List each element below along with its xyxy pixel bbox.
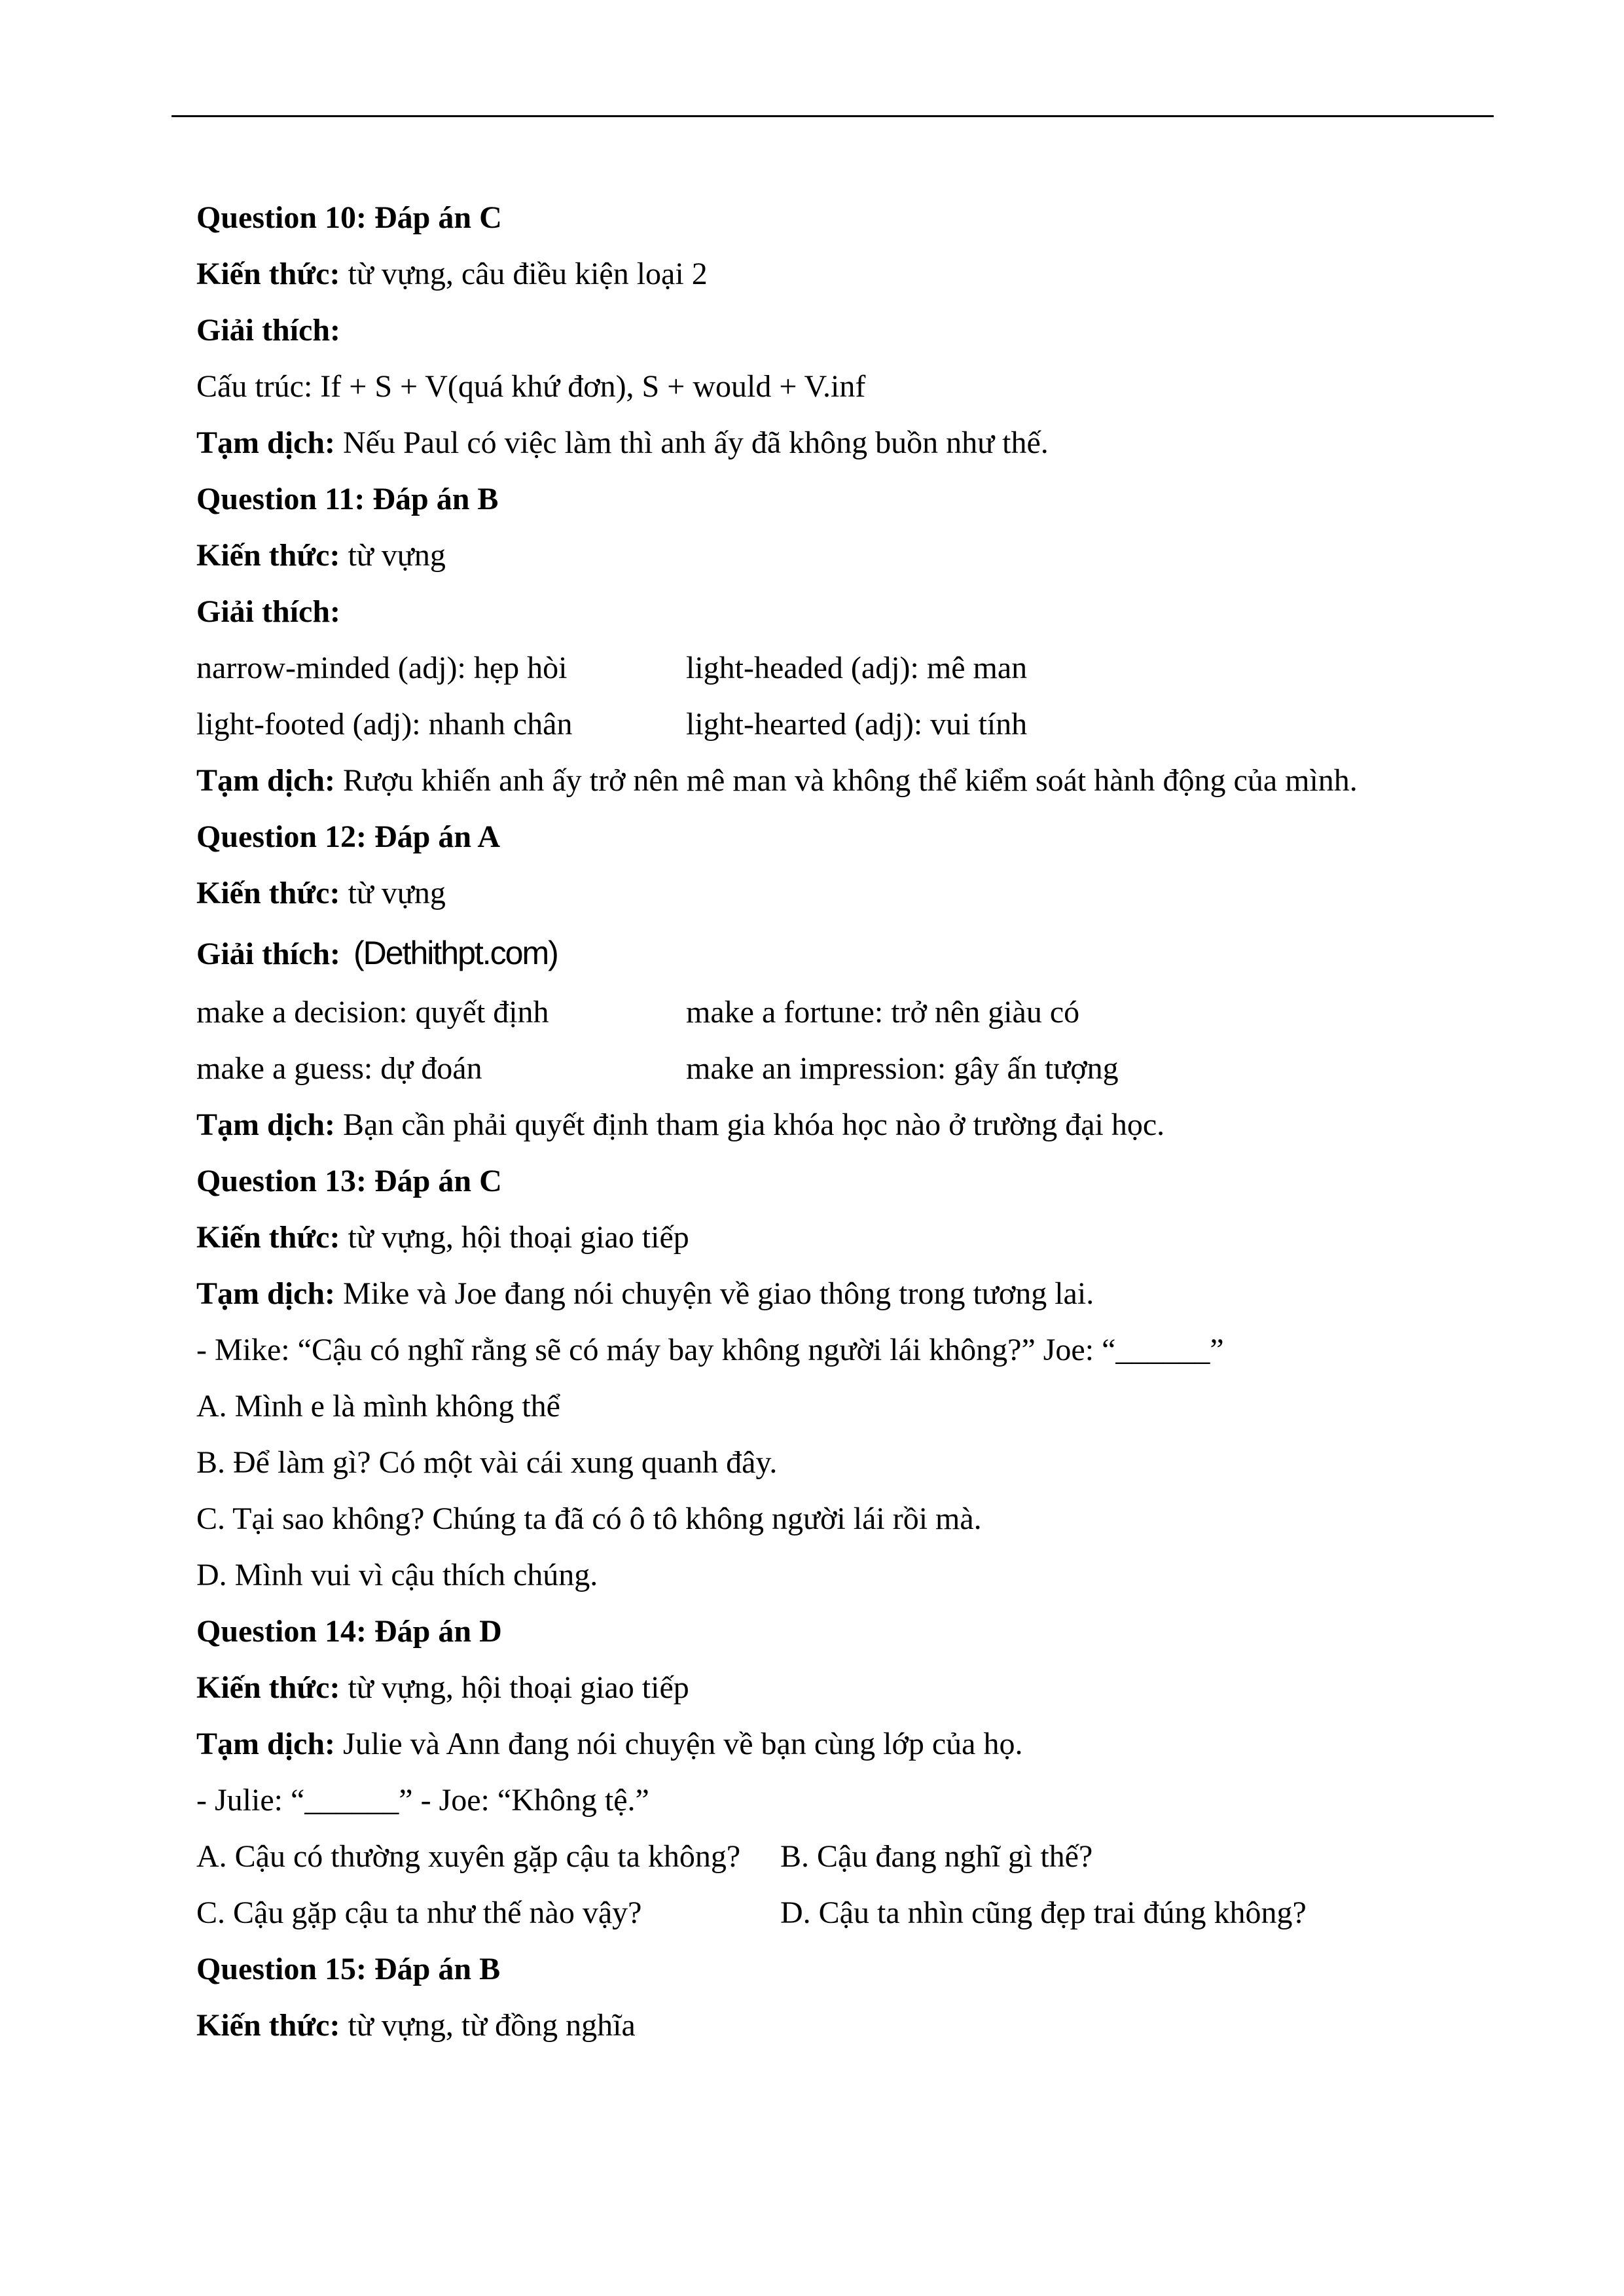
q11-options-row-1	[196, 640, 1479, 696]
q10-knowledge: Kiến thức: từ vựng, câu điều kiện loại 2	[196, 257, 708, 291]
q11-option: light-headed (adj): mê man	[686, 651, 1028, 685]
q13-knowledge: Kiến thức: từ vựng, hội thoại giao tiếp	[196, 1220, 689, 1255]
q13-dialog: - Mike: “Cậu có nghĩ rằng sẽ có máy bay không người lái không?” Joe: “______”	[196, 1333, 1224, 1367]
q10-structure: Cấu trúc: If + S + V(quá khứ đơn), S + would + V.inf	[196, 369, 866, 404]
q14-dialog: - Julie: “______” - Joe: “Không tệ.”	[196, 1783, 649, 1818]
q14-option: A. Cậu có thường xuyên gặp cậu ta không?	[196, 1839, 741, 1874]
q15-knowledge: Kiến thức: từ vựng, từ đồng nghĩa	[196, 2008, 636, 2043]
q14-option: B. Cậu đang nghĩ gì thế?	[780, 1839, 1093, 1874]
q11-explanation-label: Giải thích:	[196, 594, 341, 629]
q10-explanation-label: Giải thích:	[196, 313, 341, 348]
q11-option: narrow-minded (adj): hẹp hòi	[196, 651, 568, 685]
answer-key-content	[196, 190, 1479, 2054]
header-rule	[171, 115, 1494, 117]
q12-explanation-label: Giải thích: (Dethithpt.com)	[196, 935, 558, 971]
q15-title: Question 15: Đáp án B	[196, 1952, 501, 1986]
q12-knowledge: Kiến thức: từ vựng	[196, 876, 446, 910]
q13-option: B. Để làm gì? Có một vài cái xung quanh đây.	[196, 1445, 778, 1480]
q11-option: light-footed (adj): nhanh chân	[196, 707, 573, 742]
q12-option: make an impression: gây ấn tượng	[686, 1051, 1119, 1086]
q11-translation: Tạm dịch: Rượu khiến anh ấy trở nên mê man và không thể kiểm soát hành động của mình.	[196, 763, 1358, 798]
q11-title: Question 11: Đáp án B	[196, 482, 499, 516]
q12-options-row-1	[196, 984, 1479, 1041]
q14-option: C. Cậu gặp cậu ta như thế nào vậy?	[196, 1895, 642, 1930]
q14-knowledge: Kiến thức: từ vựng, hội thoại giao tiếp	[196, 1670, 689, 1705]
q14-options-row-1	[196, 1829, 1479, 1885]
q10-translation: Tạm dịch: Nếu Paul có việc làm thì anh ấy đã không buồn như thế.	[196, 425, 1049, 460]
q14-title: Question 14: Đáp án D	[196, 1614, 502, 1649]
q13-translation: Tạm dịch: Mike và Joe đang nói chuyện về giao thông trong tương lai.	[196, 1276, 1094, 1311]
q14-options-row-2	[196, 1885, 1479, 1941]
q12-option: make a decision: quyết định	[196, 995, 549, 1030]
q11-options-row-2	[196, 696, 1479, 753]
q11-knowledge: Kiến thức: từ vựng	[196, 538, 446, 573]
q14-option: D. Cậu ta nhìn cũng đẹp trai đúng không?	[780, 1895, 1307, 1930]
q13-title: Question 13: Đáp án C	[196, 1164, 502, 1198]
watermark-text: (Dethithpt.com)	[353, 935, 558, 971]
q13-option: D. Mình vui vì cậu thích chúng.	[196, 1558, 598, 1592]
q12-translation: Tạm dịch: Bạn cần phải quyết định tham gia khóa học nào ở trường đại học.	[196, 1107, 1165, 1142]
q12-option: make a fortune: trở nên giàu có	[686, 995, 1080, 1030]
q13-option: C. Tại sao không? Chúng ta đã có ô tô không người lái rồi mà.	[196, 1501, 982, 1536]
q12-options-row-2	[196, 1041, 1479, 1097]
q12-title: Question 12: Đáp án A	[196, 819, 501, 854]
q10-title: Question 10: Đáp án C	[196, 200, 502, 235]
q11-option: light-hearted (adj): vui tính	[686, 707, 1028, 742]
q14-translation: Tạm dịch: Julie và Ann đang nói chuyện về bạn cùng lớp của họ.	[196, 1727, 1023, 1761]
q12-option: make a guess: dự đoán	[196, 1051, 482, 1086]
q13-option: A. Mình e là mình không thể	[196, 1389, 560, 1424]
